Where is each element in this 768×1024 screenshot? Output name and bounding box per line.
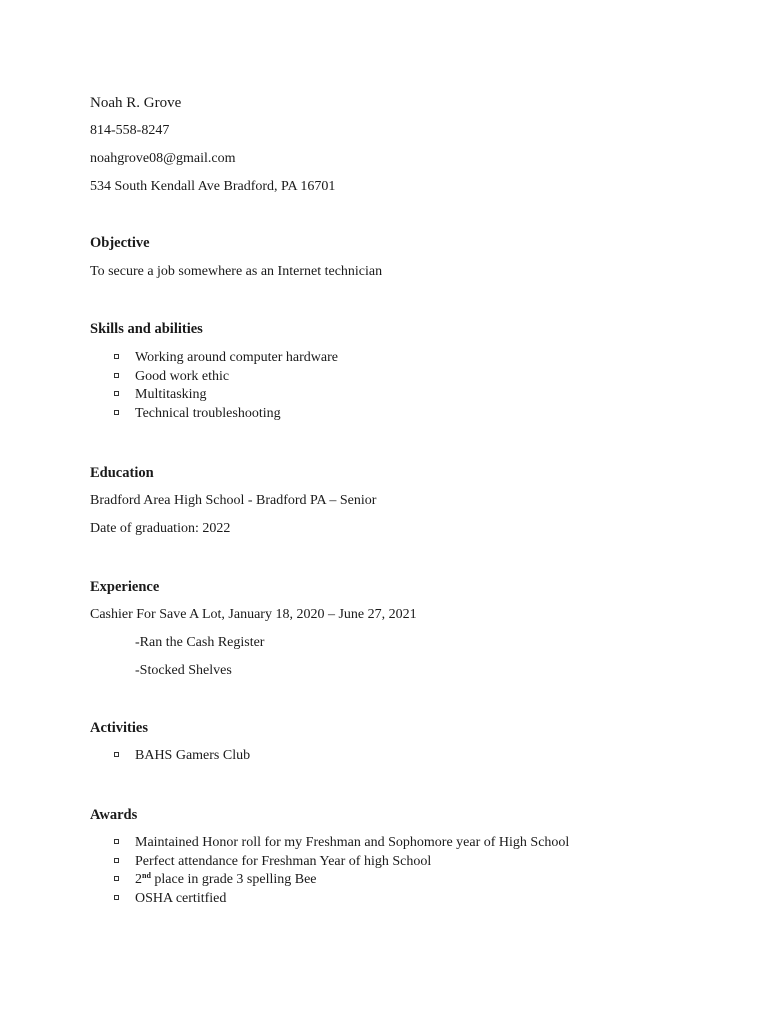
objective-text: To secure a job somewhere as an Internet technician <box>90 264 383 279</box>
award-ordinal: 2 <box>135 872 142 888</box>
square-bullet-icon <box>114 839 119 844</box>
award-text: Maintained Honor roll for my Freshman and Sophomore year of High School <box>135 835 570 850</box>
square-bullet-icon <box>114 752 119 757</box>
skills-heading: Skills and abilities <box>90 321 203 337</box>
skill-text: Working around computer hardware <box>135 350 338 365</box>
experience-heading: Experience <box>90 579 160 595</box>
award-rest: place in grade 3 spelling Bee <box>150 872 317 888</box>
award-text <box>135 871 317 889</box>
skill-text: Good work ethic <box>135 368 230 384</box>
square-bullet-icon <box>114 354 119 359</box>
square-bullet-icon <box>114 858 119 863</box>
award-text: Perfect attendance for Freshman Year of high School <box>135 853 432 869</box>
skill-text: Multitasking <box>135 387 207 403</box>
home-address: 534 South Kendall Ave Bradford, PA 16701 <box>90 179 336 194</box>
applicant-name: Noah R. Grove <box>90 95 182 111</box>
phone-number: 814-558-8247 <box>90 123 170 138</box>
education-heading: Education <box>90 465 154 481</box>
square-bullet-icon <box>114 373 119 378</box>
square-bullet-icon <box>114 876 119 881</box>
job-duty: -Ran the Cash Register <box>135 635 265 650</box>
awards-heading: Awards <box>90 807 138 823</box>
graduation-date: Date of graduation: 2022 <box>90 521 231 536</box>
square-bullet-icon <box>114 410 119 415</box>
award-text: OSHA certitfied <box>135 891 227 907</box>
activity-text: BAHS Gamers Club <box>135 748 251 763</box>
job-title: Cashier For Save A Lot, January 18, 2020 – June 27, 2021 <box>90 607 417 622</box>
skill-text: Technical troubleshooting <box>135 406 281 422</box>
award-ordinal-suffix: nd <box>142 871 151 881</box>
square-bullet-icon <box>114 391 119 396</box>
square-bullet-icon <box>114 895 119 900</box>
school-text: Bradford Area High School - Bradford PA – Senior <box>90 493 377 508</box>
activities-heading: Activities <box>90 720 148 736</box>
email-address: noahgrove08@gmail.com <box>90 151 236 166</box>
job-duty: -Stocked Shelves <box>135 663 232 678</box>
objective-heading: Objective <box>90 235 150 251</box>
